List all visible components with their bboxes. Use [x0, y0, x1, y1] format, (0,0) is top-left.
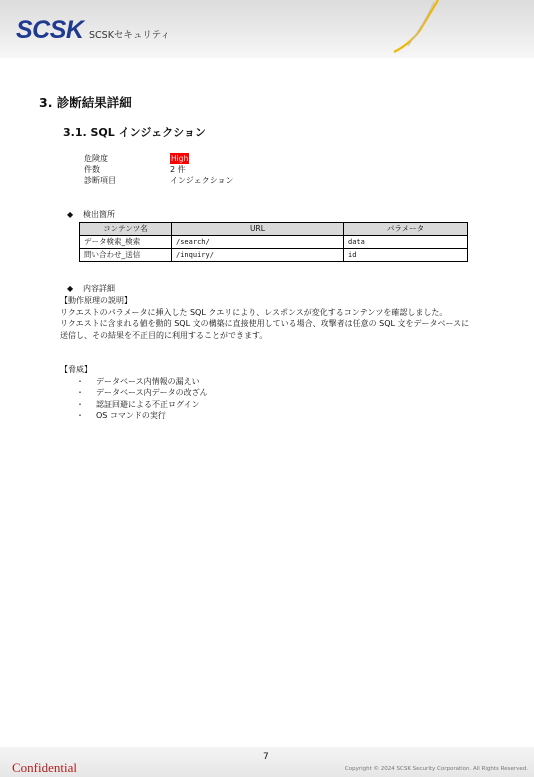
- table-cell: 問い合わせ_送信: [80, 249, 172, 262]
- details-heading: [67, 283, 115, 294]
- table-cell: データ検索_検索: [80, 236, 172, 249]
- info-row-item: [84, 175, 233, 186]
- column-header: コンテンツ名: [80, 223, 172, 236]
- info-row-severity: [84, 153, 233, 164]
- table-cell: id: [344, 249, 468, 262]
- locations-title: 検出箇所: [83, 210, 115, 219]
- info-value: インジェクション: [170, 176, 234, 185]
- section-title: 3. 診断結果詳細: [39, 95, 132, 110]
- list-item: ・ OS コマンドの実行: [60, 410, 470, 422]
- locations-heading: [67, 209, 115, 220]
- details-title: 内容詳細: [83, 284, 115, 293]
- page-number: 7: [263, 752, 269, 762]
- table-cell: data: [344, 236, 468, 249]
- info-key: 診断項目: [84, 176, 116, 185]
- table-cell: /inquiry/: [172, 249, 344, 262]
- copyright-text: Copyright © 2024 SCSK Security Corporation. All Rights Reserved.: [344, 766, 528, 772]
- locations-table: [79, 222, 468, 262]
- info-value: 2 件: [170, 165, 186, 174]
- page-header: [0, 0, 534, 58]
- info-key: 件数: [84, 165, 100, 174]
- column-header: パラメータ: [344, 223, 468, 236]
- list-item: ・ 認証回避による不正ログイン: [60, 399, 470, 411]
- confidential-label: Confidential: [12, 760, 77, 775]
- column-header: URL: [172, 223, 344, 236]
- table-row: [80, 249, 468, 262]
- section-subtitle: 3.1. SQL インジェクション: [63, 126, 206, 139]
- table-header-row: [80, 223, 468, 236]
- table-cell: /search/: [172, 236, 344, 249]
- scsk-logo: SCSK: [16, 16, 84, 44]
- bullet-dot-icon: ・: [76, 376, 84, 386]
- mechanism-paragraph: リクエストに含まれる値を動的 SQL 文の構築に直接使用している場合、攻撃者は任意の SQL 文をデータベースに送信し、その結果を不正目的に利用することができます。: [60, 319, 470, 340]
- mechanism-paragraph: リクエストのパラメータに挿入した SQL クエリにより、レスポンスが変化するコンテンツを確認しました。: [60, 307, 448, 317]
- list-item: ・ データベース内データの改ざん: [60, 387, 470, 399]
- details-body: [60, 295, 470, 422]
- threats-heading: 【脅威】: [60, 365, 92, 374]
- bullet-dot-icon: ・: [76, 388, 84, 397]
- info-key: 危険度: [84, 154, 108, 163]
- severity-badge: High: [171, 154, 189, 163]
- diamond-bullet-icon: ◆: [67, 210, 74, 219]
- diamond-bullet-icon: ◆: [67, 284, 74, 293]
- bullet-dot-icon: ・: [76, 399, 84, 409]
- logo-subtitle: SCSKセキュリティ: [89, 30, 170, 41]
- info-row-count: [84, 164, 233, 175]
- list-item: ・ データベース内情報の漏えい: [60, 376, 470, 388]
- mechanism-heading: 【動作原理の説明】: [60, 296, 132, 305]
- bullet-dot-icon: ・: [76, 411, 84, 420]
- table-row: [80, 236, 468, 249]
- risk-info: [84, 153, 233, 186]
- header-swoosh-graphic: [380, 0, 440, 58]
- threats-list: [60, 376, 470, 422]
